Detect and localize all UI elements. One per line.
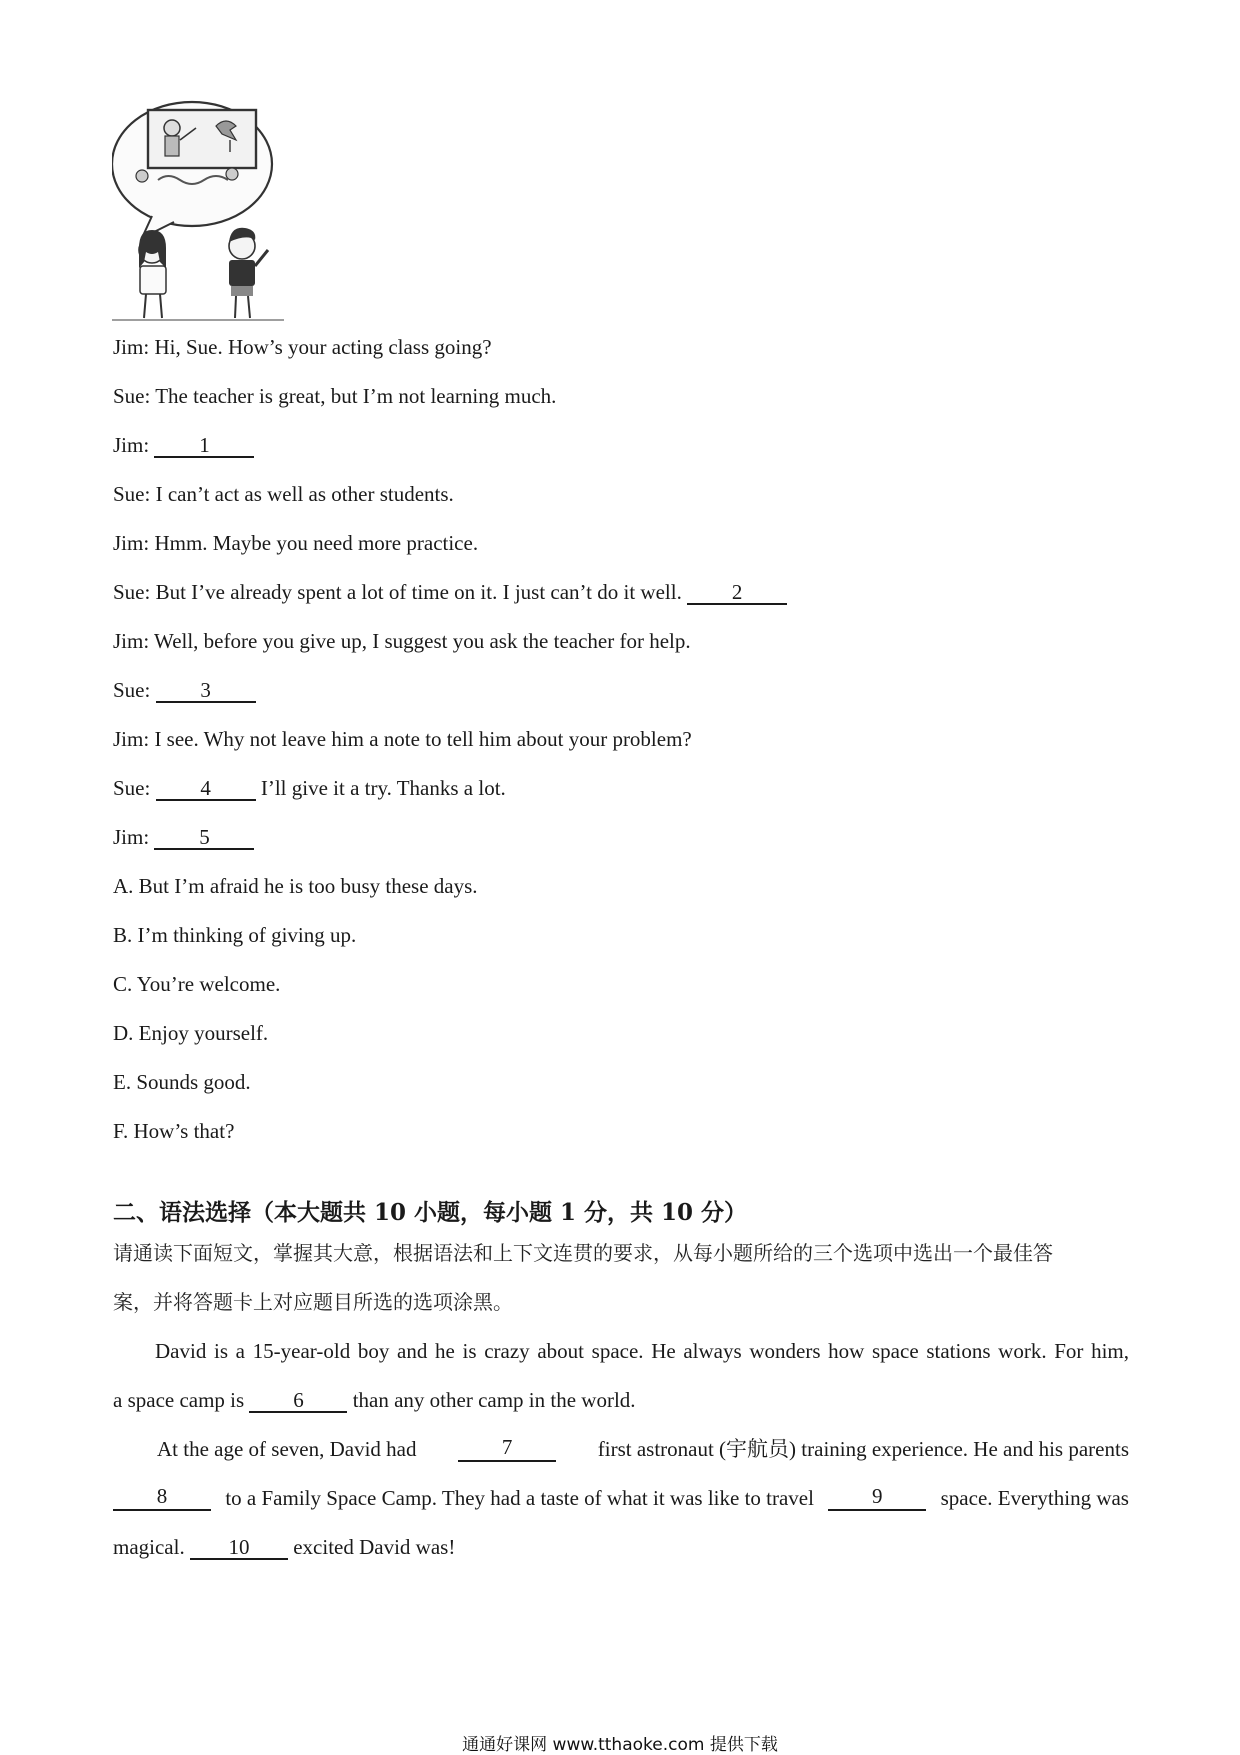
dialogue-line: Sue: But I’ve already spent a lot of time on it. I just can’t do it well. 2 — [113, 579, 787, 605]
instruction-line: 案，并将答题卡上对应题目所选的选项涂黑。 — [113, 1290, 513, 1314]
dialogue-line: Jim: Well, before you give up, I suggest you ask the teacher for help. — [113, 629, 691, 653]
answer-blank-10[interactable]: 10 — [190, 1536, 288, 1560]
option-e: E. Sounds good. — [113, 1070, 251, 1094]
passage-line: a space camp is 6 than any other camp in the world. — [113, 1388, 636, 1412]
answer-blank-9[interactable]: 9 — [828, 1485, 926, 1511]
dialogue-line: Jim: 5 — [113, 824, 254, 850]
footer: 通通好课网 www.tthaoke.com 提供下载 — [462, 1735, 778, 1755]
option-c: C. You’re welcome. — [113, 972, 281, 996]
answer-blank-1[interactable]: 1 — [154, 434, 254, 458]
dialogue-line: Jim: 1 — [113, 432, 254, 458]
conversation-illustration — [112, 98, 284, 324]
section-title: 二、语法选择（本大题共 10 小题，每小题 1 分，共 10 分） — [113, 1199, 748, 1226]
option-f: F. How’s that? — [113, 1119, 235, 1143]
passage-line: magical. 10 excited David was! — [113, 1535, 456, 1559]
dialogue-line: Jim: Hmm. Maybe you need more practice. — [113, 531, 479, 555]
passage-line: At the age of seven, David had 7 first astronaut (宇航员) training experience. He and his parents — [157, 1435, 1129, 1461]
answer-blank-8[interactable]: 8 — [113, 1485, 211, 1511]
dialogue-line: Sue: 4 I’ll give it a try. Thanks a lot. — [113, 776, 506, 800]
instruction-line: 请通读下面短文，掌握其大意，根据语法和上下文连贯的要求，从每小题所给的三个选项中选出一个最佳答 — [113, 1241, 1053, 1265]
dialogue-line: Jim: I see. Why not leave him a note to tell him about your problem? — [113, 727, 692, 751]
dialogue-line: Sue: I can’t act as well as other students. — [113, 482, 454, 506]
option-d: D. Enjoy yourself. — [113, 1021, 269, 1045]
answer-blank-7[interactable]: 7 — [458, 1436, 556, 1462]
answer-blank-6[interactable]: 6 — [249, 1389, 347, 1413]
option-a: A. But I’m afraid he is too busy these days. — [113, 874, 478, 898]
passage-line: 8 to a Family Space Camp. They had a taste of what it was like to travel 9 space. Everything was — [113, 1485, 1129, 1511]
answer-blank-5[interactable]: 5 — [154, 826, 254, 850]
dialogue-line: Sue: The teacher is great, but I’m not learning much. — [113, 384, 557, 408]
answer-blank-2[interactable]: 2 — [687, 581, 787, 605]
dialogue-line: Jim: Hi, Sue. How’s your acting class going? — [113, 335, 492, 359]
option-b: B. I’m thinking of giving up. — [113, 923, 357, 947]
passage-line: David is a 15-year-old boy and he is crazy about space. He always wonders how space stations work. For him, — [155, 1339, 1129, 1363]
answer-blank-4[interactable]: 4 — [156, 777, 256, 801]
answer-blank-3[interactable]: 3 — [156, 679, 256, 703]
dialogue-line: Sue: 3 — [113, 677, 256, 703]
